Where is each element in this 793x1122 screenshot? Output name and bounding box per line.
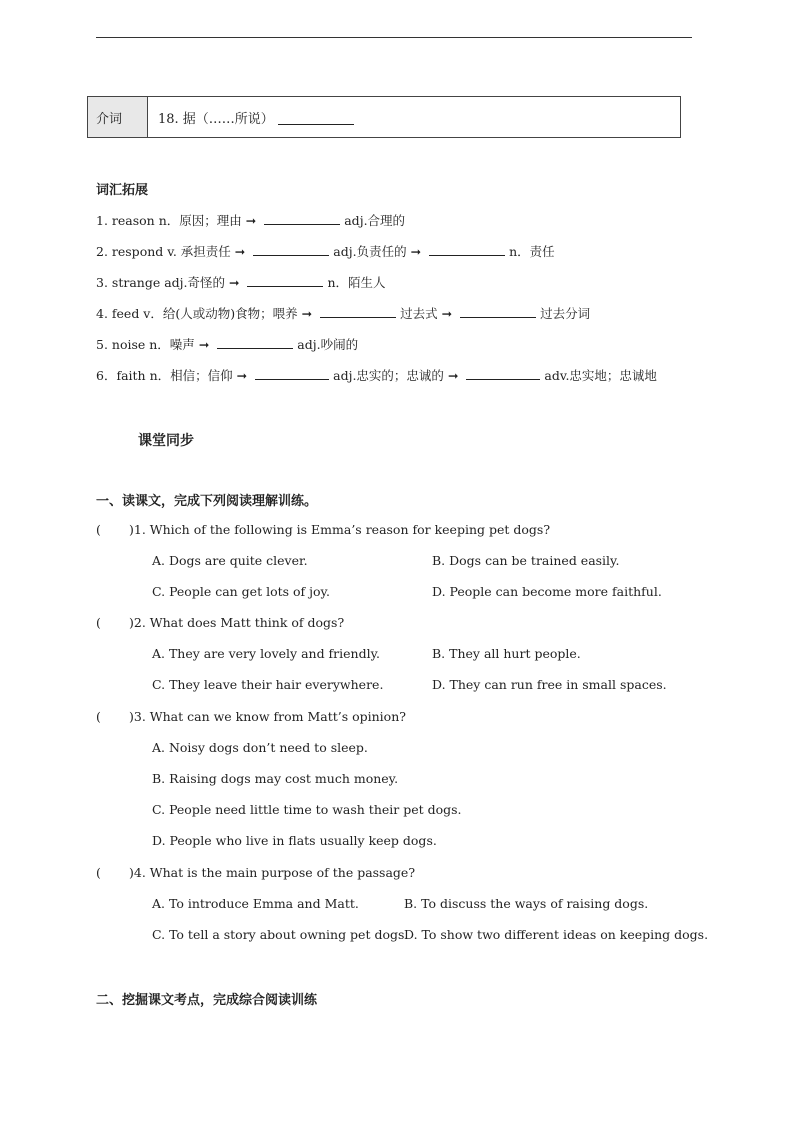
vocab-text: 2. respond v. 承担责任 — [96, 244, 231, 259]
option-c: C. They leave their hair everywhere. — [152, 677, 384, 692]
vocab-text: 6．faith n．相信；信仰 — [96, 368, 233, 383]
option-d: D. People who live in flats usually keep dogs. — [152, 833, 437, 848]
vocab-line-2 — [96, 241, 555, 260]
option-c: C. People need little time to wash their pet dogs. — [152, 802, 462, 817]
vocab-text: adj.忠实的；忠诚的 — [333, 368, 444, 383]
vocab-text: 4. feed v．给(人或动物)食物；喂养 — [96, 306, 298, 321]
question-stem: )3. What can we know from Matt’s opinion? — [129, 709, 406, 724]
vocab-text: 5. noise n．噪声 — [96, 337, 195, 352]
table-label: 介词 — [88, 97, 148, 137]
answer-blank[interactable] — [278, 110, 354, 125]
arrow-icon: ➞ — [229, 275, 240, 290]
vocab-text: adj.吵闹的 — [297, 337, 359, 352]
vocab-text: 过去分词 — [540, 306, 591, 321]
question-stem: )2. What does Matt think of dogs? — [129, 615, 345, 630]
answer-paren[interactable]: ( — [96, 522, 101, 537]
arrow-icon: ➞ — [301, 306, 313, 321]
header-rule — [96, 37, 692, 38]
answer-blank[interactable] — [466, 365, 540, 380]
question-4 — [96, 865, 415, 880]
vocab-line-3 — [96, 272, 386, 291]
vocab-text: adj.合理的 — [344, 213, 406, 228]
answer-blank[interactable] — [429, 241, 505, 256]
vocab-text: 过去式 — [400, 306, 438, 321]
question-3 — [96, 709, 406, 724]
answer-blank[interactable] — [460, 303, 536, 318]
answer-paren[interactable]: ( — [96, 615, 101, 630]
answer-blank[interactable] — [217, 334, 293, 349]
answer-blank[interactable] — [264, 210, 340, 225]
option-a: A. Noisy dogs don’t need to sleep. — [152, 740, 368, 755]
vocab-text: adv.忠实地；忠诚地 — [544, 368, 657, 383]
arrow-icon: ➞ — [236, 368, 248, 383]
answer-paren[interactable]: ( — [96, 865, 101, 880]
arrow-icon: ➞ — [441, 306, 453, 321]
option-c: C. People can get lots of joy. — [152, 584, 330, 599]
option-b: B. To discuss the ways of raising dogs. — [404, 896, 649, 911]
table-item-text: 18. 据（……所说） — [158, 111, 274, 127]
section-title: 课堂同步 — [138, 433, 194, 449]
option-a: A. To introduce Emma and Matt. — [152, 896, 359, 911]
answer-blank[interactable] — [320, 303, 396, 318]
vocab-text: 3. strange adj.奇怪的 — [96, 275, 225, 290]
option-d: D. They can run free in small spaces. — [432, 677, 667, 692]
arrow-icon: ➞ — [234, 244, 246, 259]
answer-blank[interactable] — [255, 365, 329, 380]
answer-blank[interactable] — [247, 272, 323, 287]
arrow-icon: ➞ — [245, 213, 257, 228]
vocab-heading: 词汇拓展 — [96, 183, 149, 198]
option-a: A. They are very lovely and friendly. — [152, 646, 380, 661]
vocab-line-4 — [96, 303, 590, 322]
vocab-text: 1. reason n．原因；理由 — [96, 213, 242, 228]
answer-paren[interactable]: ( — [96, 709, 101, 724]
option-b: B. They all hurt people. — [432, 646, 581, 661]
question-stem: )4. What is the main purpose of the passage? — [129, 865, 416, 880]
option-b: B. Dogs can be trained easily. — [432, 553, 620, 568]
option-c: C. To tell a story about owning pet dogs. — [152, 927, 409, 942]
arrow-icon: ➞ — [198, 337, 210, 352]
question-1 — [96, 522, 550, 537]
vocab-text: n．陌生人 — [327, 275, 386, 290]
question-stem: )1. Which of the following is Emma’s reason for keeping pet dogs? — [129, 522, 551, 537]
answer-blank[interactable] — [253, 241, 329, 256]
preposition-table — [87, 96, 681, 138]
arrow-icon: ➞ — [410, 244, 422, 259]
option-b: B. Raising dogs may cost much money. — [152, 771, 399, 786]
table-item — [148, 97, 358, 137]
option-d: D. People can become more faithful. — [432, 584, 662, 599]
arrow-icon: ➞ — [447, 368, 459, 383]
vocab-line-5 — [96, 334, 358, 353]
part2-heading: 二、挖掘课文考点，完成综合阅读训练 — [96, 993, 318, 1008]
vocab-line-1 — [96, 210, 405, 229]
vocab-line-6 — [96, 365, 657, 384]
option-d: D. To show two different ideas on keeping dogs. — [404, 927, 709, 942]
option-a: A. Dogs are quite clever. — [152, 553, 308, 568]
vocab-text: n．责任 — [509, 244, 555, 259]
part1-heading: 一、读课文，完成下列阅读理解训练。 — [96, 494, 318, 509]
vocab-text: adj.负责任的 — [333, 244, 407, 259]
question-2 — [96, 615, 344, 630]
